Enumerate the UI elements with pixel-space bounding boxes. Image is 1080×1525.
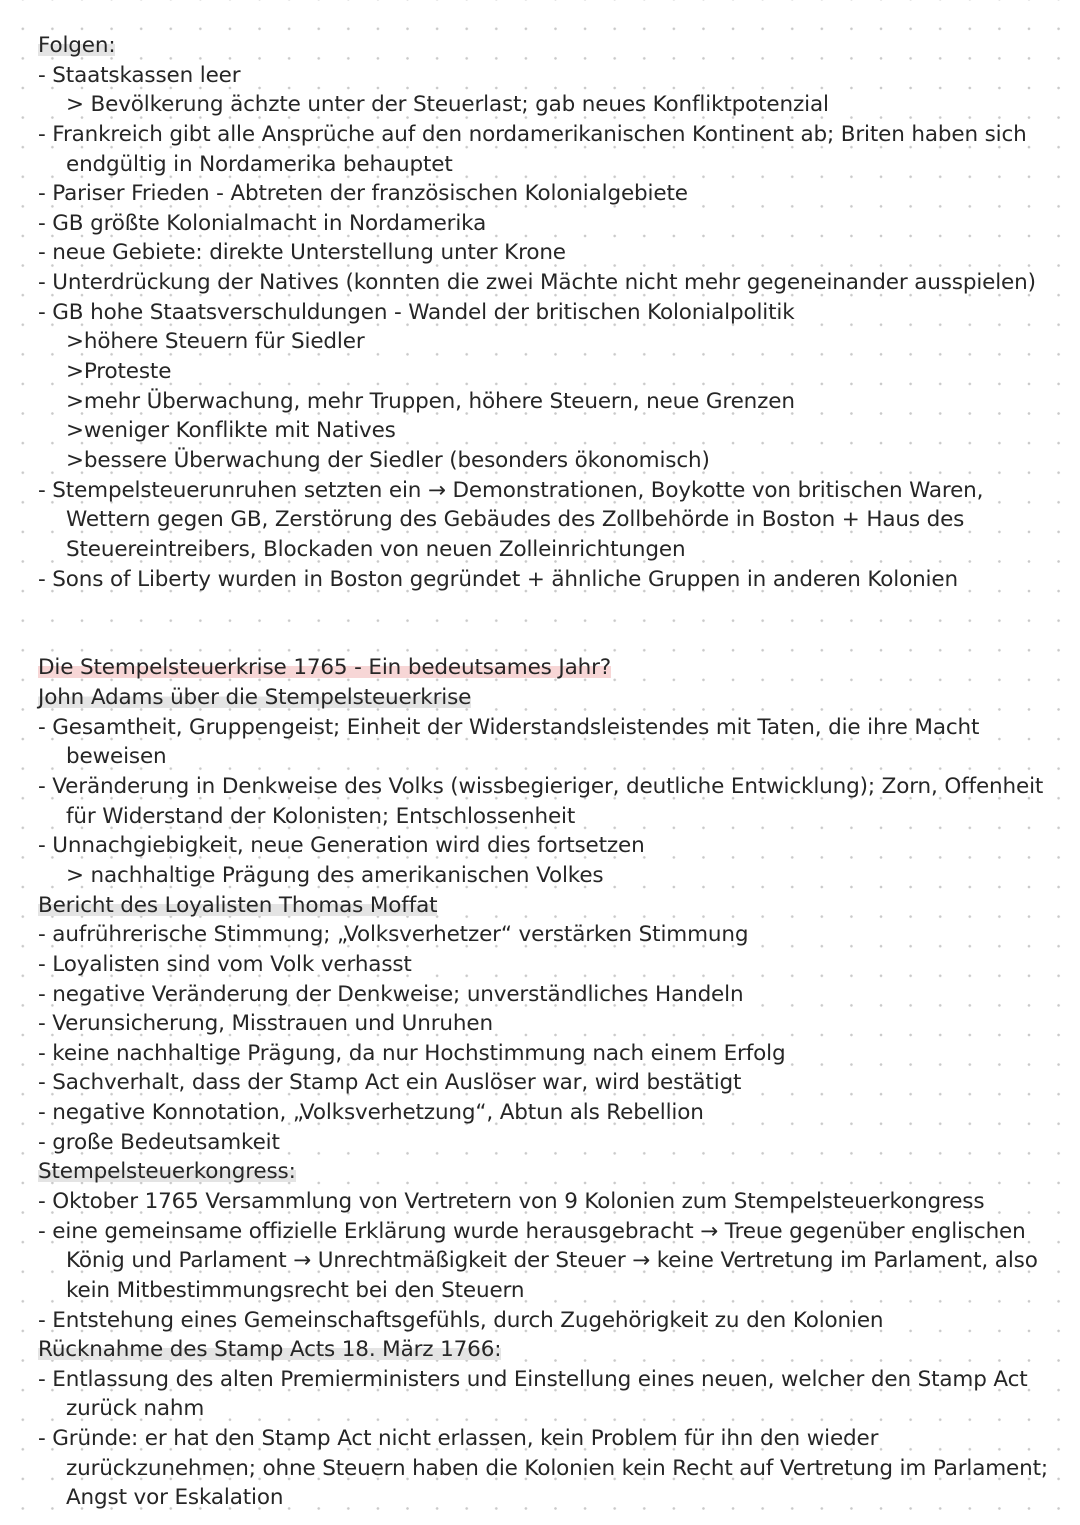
list-item: - negative Veränderung der Denkweise; unverständliches Handeln [38, 981, 744, 1007]
kongress-heading: Stempelsteuerkongress: [38, 1159, 296, 1185]
section-folgen [38, 31, 1058, 594]
list-item: - neue Gebiete: direkte Unterstellung unter Krone [38, 240, 566, 266]
list-item: zurückzunehmen; ohne Steuern haben die Kolonien kein Recht auf Vertretung im Parlament; [66, 1455, 1048, 1481]
list-item: > nachhaltige Prägung des amerikanischen Volkes [66, 862, 604, 888]
list-item: - Sons of Liberty wurden in Boston gegründet + ähnliche Gruppen in anderen Kolonien [38, 566, 958, 592]
list-item: - keine nachhaltige Prägung, da nur Hochstimmung nach einem Erfolg [38, 1040, 786, 1066]
list-item: Angst vor Eskalation [66, 1485, 284, 1511]
list-item: für Widerstand der Kolonisten; Entschlossenheit [66, 803, 576, 829]
list-item: >Proteste [66, 359, 172, 385]
list-item: Steuereintreibers, Blockaden von neuen Zolleinrichtungen [66, 536, 686, 562]
list-item: - Oktober 1765 Versammlung von Vertretern von 9 Kolonien zum Stempelsteuerkongress [38, 1189, 985, 1214]
list-item: - GB hohe Staatsverschuldungen - Wandel der britischen Kolonialpolitik [38, 299, 795, 325]
list-item: - Veränderung in Denkweise des Volks (wissbegieriger, deutliche Entwicklung); Zorn, Offenheit [38, 774, 1044, 800]
list-item: - Pariser Frieden - Abtreten der französischen Kolonialgebiete [38, 181, 688, 207]
list-item: - Stempelsteuerunruhen setzten ein → Demonstrationen, Boykotte von britischen Waren, [38, 477, 984, 503]
list-item: - aufrührerische Stimmung; „Volksverhetzer“ verstärken Stimmung [38, 922, 749, 948]
adams-heading: John Adams über die Stempelsteuerkrise [38, 685, 472, 711]
list-item: >höhere Steuern für Siedler [66, 329, 365, 355]
list-item: - GB größte Kolonialmacht in Nordamerika [38, 210, 487, 236]
list-item: - große Bedeutsamkeit [38, 1129, 280, 1155]
list-item: - Unnachgiebigkeit, neue Generation wird dies fortsetzen [38, 833, 645, 859]
notes-page [38, 31, 1058, 1513]
list-item: endgültig in Nordamerika behauptet [66, 151, 453, 177]
list-item: - Loyalisten sind vom Volk verhasst [38, 951, 412, 977]
list-item: zurück nahm [66, 1396, 205, 1422]
list-item: - negative Konnotation, „Volksverhetzung“, Abtun als Rebellion [38, 1100, 704, 1126]
section-title: Die Stempelsteuerkrise 1765 - Ein bedeutsames Jahr? [38, 655, 612, 681]
list-item: - Gründe: er hat den Stamp Act nicht erlassen, kein Problem für ihn den wieder [38, 1426, 879, 1452]
list-item: beweisen [66, 744, 167, 770]
list-item: - Sachverhalt, dass der Stamp Act ein Auslöser war, wird bestätigt [38, 1070, 742, 1096]
section-spacer [38, 594, 1058, 653]
list-item: > Bevölkerung ächzte unter der Steuerlast; gab neues Konfliktpotenzial [66, 92, 829, 118]
list-item: >bessere Überwachung der Siedler (besonders ökonomisch) [66, 447, 710, 473]
folgen-heading: Folgen: [38, 33, 116, 58]
list-item: >mehr Überwachung, mehr Truppen, höhere Steuern, neue Grenzen [66, 388, 795, 414]
list-item: König und Parlament → Unrechtmäßigkeit der Steuer → keine Vertretung im Parlament, also [66, 1248, 1038, 1274]
list-item: Wettern gegen GB, Zerstörung des Gebäudes des Zollbehörde in Boston + Haus des [66, 507, 965, 533]
list-item: - Entstehung eines Gemeinschaftsgefühls, durch Zugehörigkeit zu den Kolonien [38, 1307, 884, 1333]
list-item: - Gesamtheit, Gruppengeist; Einheit der Widerstandsleistendes mit Taten, die ihre Macht [38, 714, 980, 740]
list-item: - Frankreich gibt alle Ansprüche auf den nordamerikanischen Kontinent ab; Briten haben sich [38, 121, 1027, 147]
ruecknahme-heading: Rücknahme des Stamp Acts 18. März 1766: [38, 1337, 502, 1363]
moffat-heading: Bericht des Loyalisten Thomas Moffat [38, 892, 438, 918]
list-item: - Entlassung des alten Premierministers und Einstellung eines neuen, welcher den Stamp Act [38, 1366, 1028, 1392]
list-item: >weniger Konflikte mit Natives [66, 418, 396, 444]
list-item: kein Mitbestimmungsrecht bei den Steuern [66, 1277, 525, 1303]
list-item: - Unterdrückung der Natives (konnten die zwei Mächte nicht mehr gegeneinander ausspielen) [38, 270, 1036, 296]
list-item: - Staatskassen leer [38, 62, 241, 88]
section-stempelsteuerkrise [38, 653, 1058, 1513]
list-item: - Verunsicherung, Misstrauen und Unruhen [38, 1011, 493, 1037]
list-item: - eine gemeinsame offizielle Erklärung wurde herausgebracht → Treue gegenüber englischen [38, 1218, 1026, 1244]
